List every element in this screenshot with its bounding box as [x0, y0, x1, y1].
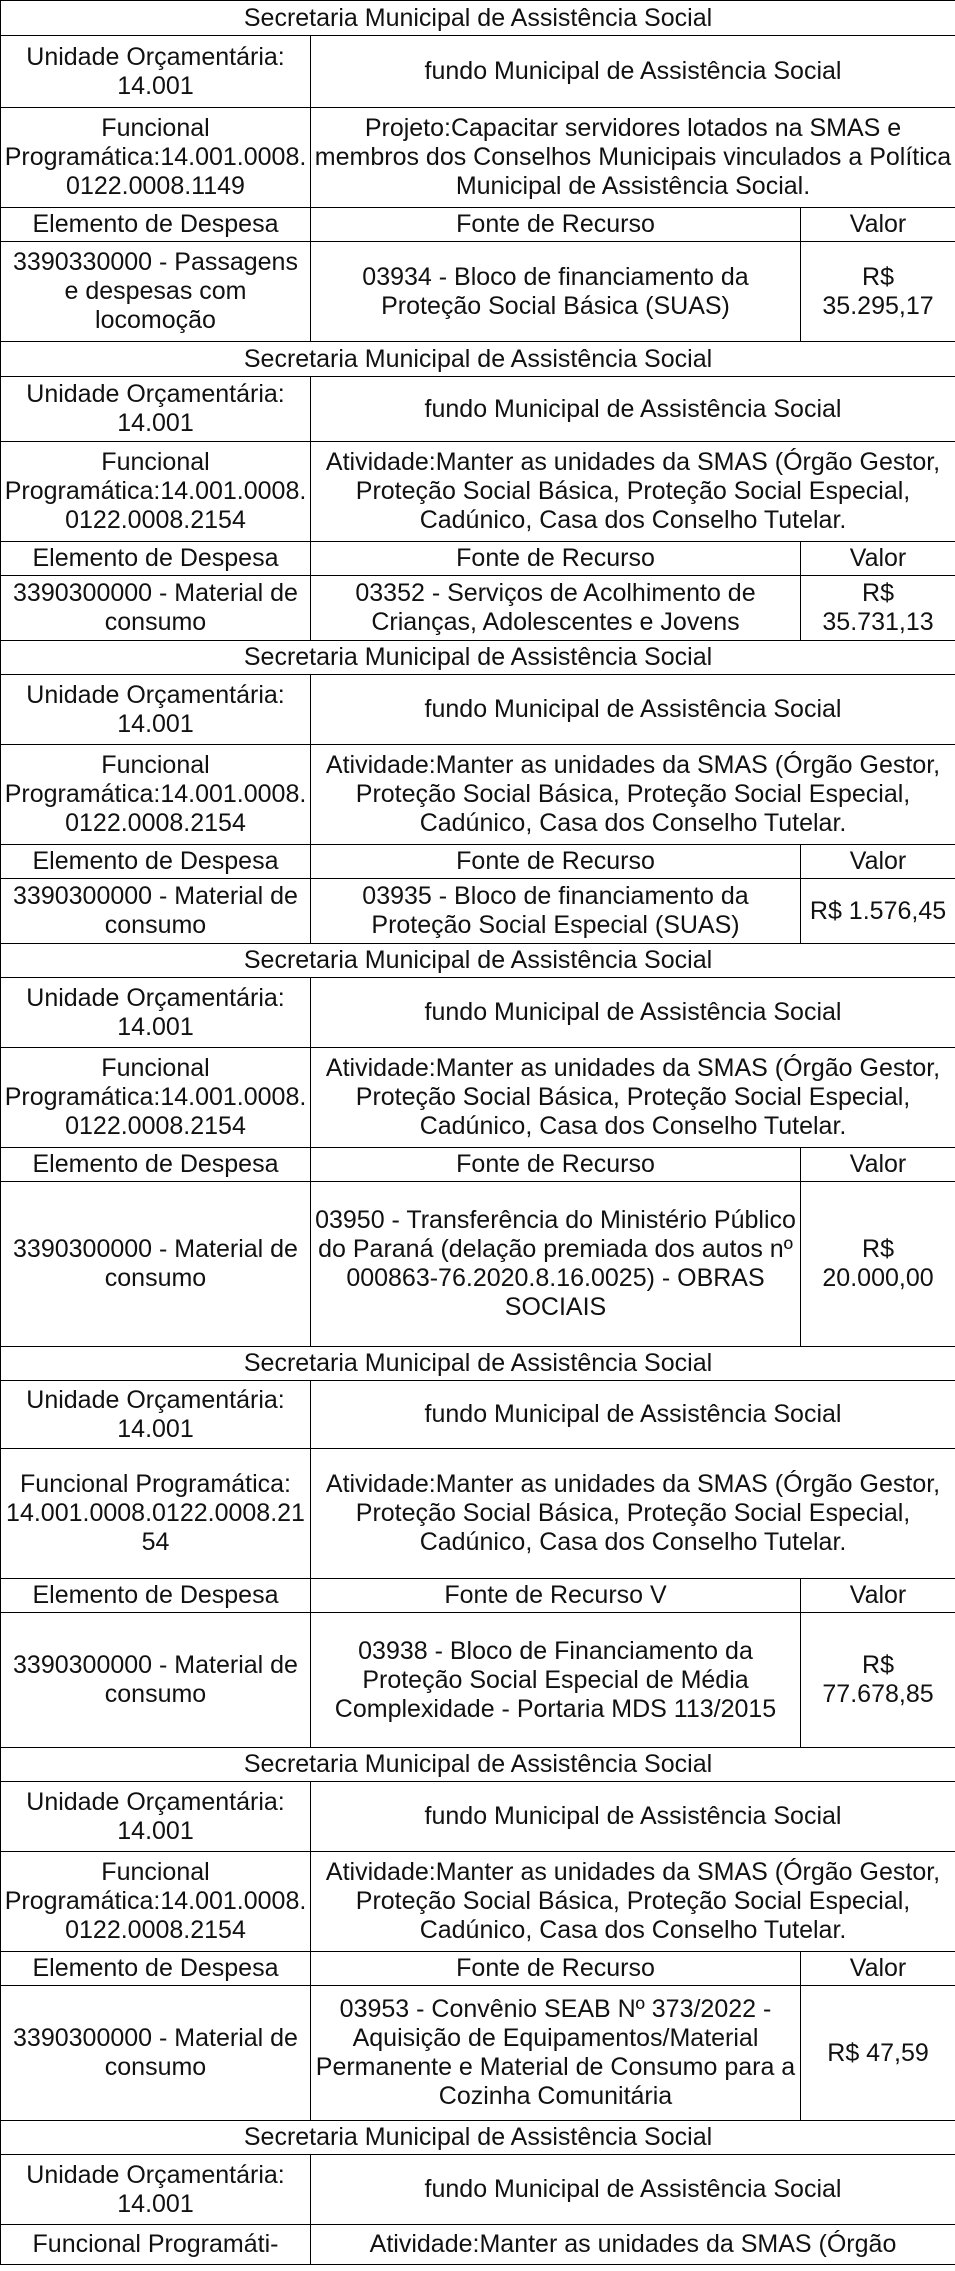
funcional-row [1, 745, 955, 845]
secretaria-cell: Secretaria Municipal de Assistência Social [1, 1748, 955, 1782]
unidade-value: fundo Municipal de Assistência Social [311, 36, 955, 108]
header-elemento: Elemento de Despesa [1, 1148, 311, 1182]
funcional-description: Atividade:Manter as unidades da SMAS (Órgão Gestor, Proteção Social Básica, Proteção Social Especial, Cadúnico, Casa dos Conselho Tutelar. [311, 1048, 955, 1148]
fonte-recurso: 03934 - Bloco de financiamento da Proteção Social Básica (SUAS) [311, 242, 801, 342]
funcional-row [1, 2225, 955, 2265]
expense-row [1, 1986, 955, 2121]
funcional-description: Atividade:Manter as unidades da SMAS (Órgão [311, 2225, 955, 2265]
unidade-row [1, 36, 955, 108]
secretaria-cell: Secretaria Municipal de Assistência Social [1, 1347, 955, 1381]
unidade-label: Unidade Orçamentária: 14.001 [1, 978, 311, 1048]
expense-row [1, 1182, 955, 1347]
header-fonte: Fonte de Recurso [311, 208, 801, 242]
header-fonte: Fonte de Recurso [311, 845, 801, 879]
funcional-row [1, 1449, 955, 1579]
secretaria-row [1, 1347, 955, 1381]
secretaria-row [1, 1748, 955, 1782]
unidade-value: fundo Municipal de Assistência Social [311, 2155, 955, 2225]
secretaria-cell: Secretaria Municipal de Assistência Social [1, 1, 955, 36]
expense-row [1, 1613, 955, 1748]
expense-row [1, 576, 955, 641]
header-valor: Valor [801, 208, 955, 242]
header-fonte: Fonte de Recurso [311, 542, 801, 576]
expense-row [1, 242, 955, 342]
unidade-label: Unidade Orçamentária: 14.001 [1, 675, 311, 745]
header-valor: Valor [801, 1148, 955, 1182]
funcional-label: Funcional Programática:14.001.0008.0122.0008.2154 [1, 1852, 311, 1952]
unidade-label: Unidade Orçamentária: 14.001 [1, 1381, 311, 1449]
valor: R$ 1.576,45 [801, 879, 955, 944]
expense-row [1, 879, 955, 944]
fonte-recurso: 03935 - Bloco de financiamento da Proteção Social Especial (SUAS) [311, 879, 801, 944]
header-valor: Valor [801, 1579, 955, 1613]
column-header-row [1, 542, 955, 576]
secretaria-cell: Secretaria Municipal de Assistência Social [1, 944, 955, 978]
unidade-value: fundo Municipal de Assistência Social [311, 978, 955, 1048]
valor: R$ 35.295,17 [801, 242, 955, 342]
valor: R$ 47,59 [801, 1986, 955, 2121]
secretaria-row [1, 342, 955, 377]
fonte-recurso: 03953 - Convênio SEAB Nº 373/2022 - Aquisição de Equipamentos/Material Permanente e Material de Consumo para a Cozinha Comunitária [311, 1986, 801, 2121]
funcional-description: Atividade:Manter as unidades da SMAS (Órgão Gestor, Proteção Social Básica, Proteção Social Especial, Cadúnico, Casa dos Conselho Tutelar. [311, 745, 955, 845]
column-header-row [1, 845, 955, 879]
funcional-description: Projeto:Capacitar servidores lotados na SMAS e membros dos Conselhos Municipais vinculados a Política Municipal de Assistência Social. [311, 108, 955, 208]
funcional-description: Atividade:Manter as unidades da SMAS (Órgão Gestor, Proteção Social Básica, Proteção Social Especial, Cadúnico, Casa dos Conselho Tutelar. [311, 442, 955, 542]
funcional-label: Funcional Programática:14.001.0008.0122.0008.2154 [1, 745, 311, 845]
secretaria-cell: Secretaria Municipal de Assistência Social [1, 641, 955, 675]
fonte-recurso: 03950 - Transferência do Ministério Público do Paraná (delação premiada dos autos nº 000863-76.2020.8.16.0025) - OBRAS SOCIAIS [311, 1182, 801, 1347]
funcional-row [1, 442, 955, 542]
unidade-row [1, 1381, 955, 1449]
header-elemento: Elemento de Despesa [1, 1579, 311, 1613]
funcional-description: Atividade:Manter as unidades da SMAS (Órgão Gestor, Proteção Social Básica, Proteção Social Especial, Cadúnico, Casa dos Conselho Tutelar. [311, 1852, 955, 1952]
header-valor: Valor [801, 1952, 955, 1986]
fonte-recurso: 03938 - Bloco de Financiamento da Proteção Social Especial de Média Complexidade - Portaria MDS 113/2015 [311, 1613, 801, 1748]
unidade-label: Unidade Orçamentária: 14.001 [1, 36, 311, 108]
elemento-despesa: 3390300000 - Material de consumo [1, 1986, 311, 2121]
column-header-row [1, 208, 955, 242]
column-header-row [1, 1579, 955, 1613]
secretaria-row [1, 2121, 955, 2155]
header-valor: Valor [801, 542, 955, 576]
fonte-recurso: 03352 - Serviços de Acolhimento de Crianças, Adolescentes e Jovens [311, 576, 801, 641]
funcional-label: Funcional Programática:14.001.0008.0122.0008.2154 [1, 1048, 311, 1148]
valor: R$ 77.678,85 [801, 1613, 955, 1748]
unidade-row [1, 377, 955, 442]
column-header-row [1, 1952, 955, 1986]
elemento-despesa: 3390300000 - Material de consumo [1, 1613, 311, 1748]
funcional-label: Funcional Programáti- [1, 2225, 311, 2265]
valor: R$ 20.000,00 [801, 1182, 955, 1347]
header-fonte: Fonte de Recurso [311, 1952, 801, 1986]
funcional-description: Atividade:Manter as unidades da SMAS (Órgão Gestor, Proteção Social Básica, Proteção Social Especial, Cadúnico, Casa dos Conselho Tutelar. [311, 1449, 955, 1579]
funcional-row [1, 1048, 955, 1148]
unidade-row [1, 978, 955, 1048]
unidade-label: Unidade Orçamentária: 14.001 [1, 1782, 311, 1852]
secretaria-cell: Secretaria Municipal de Assistência Social [1, 2121, 955, 2155]
funcional-label: Funcional Programática:14.001.0008.0122.0008.1149 [1, 108, 311, 208]
header-elemento: Elemento de Despesa [1, 1952, 311, 1986]
secretaria-row [1, 944, 955, 978]
unidade-value: fundo Municipal de Assistência Social [311, 377, 955, 442]
elemento-despesa: 3390330000 - Passagens e despesas com locomoção [1, 242, 311, 342]
funcional-row [1, 108, 955, 208]
header-fonte: Fonte de Recurso [311, 1148, 801, 1182]
unidade-value: fundo Municipal de Assistência Social [311, 1782, 955, 1852]
column-header-row [1, 1148, 955, 1182]
unidade-row [1, 2155, 955, 2225]
funcional-row [1, 1852, 955, 1952]
header-valor: Valor [801, 845, 955, 879]
unidade-label: Unidade Orçamentária: 14.001 [1, 2155, 311, 2225]
elemento-despesa: 3390300000 - Material de consumo [1, 879, 311, 944]
unidade-label: Unidade Orçamentária: 14.001 [1, 377, 311, 442]
unidade-row [1, 1782, 955, 1852]
secretaria-cell: Secretaria Municipal de Assistência Social [1, 342, 955, 377]
header-elemento: Elemento de Despesa [1, 542, 311, 576]
unidade-value: fundo Municipal de Assistência Social [311, 1381, 955, 1449]
secretaria-row [1, 1, 955, 36]
elemento-despesa: 3390300000 - Material de consumo [1, 576, 311, 641]
header-elemento: Elemento de Despesa [1, 845, 311, 879]
elemento-despesa: 3390300000 - Material de consumo [1, 1182, 311, 1347]
unidade-value: fundo Municipal de Assistência Social [311, 675, 955, 745]
header-fonte: Fonte de Recurso V [311, 1579, 801, 1613]
funcional-label: Funcional Programática:14.001.0008.0122.0008.2154 [1, 442, 311, 542]
header-elemento: Elemento de Despesa [1, 208, 311, 242]
valor: R$ 35.731,13 [801, 576, 955, 641]
secretaria-row [1, 641, 955, 675]
funcional-label: Funcional Programática: 14.001.0008.0122.0008.2154 [1, 1449, 311, 1579]
unidade-row [1, 675, 955, 745]
